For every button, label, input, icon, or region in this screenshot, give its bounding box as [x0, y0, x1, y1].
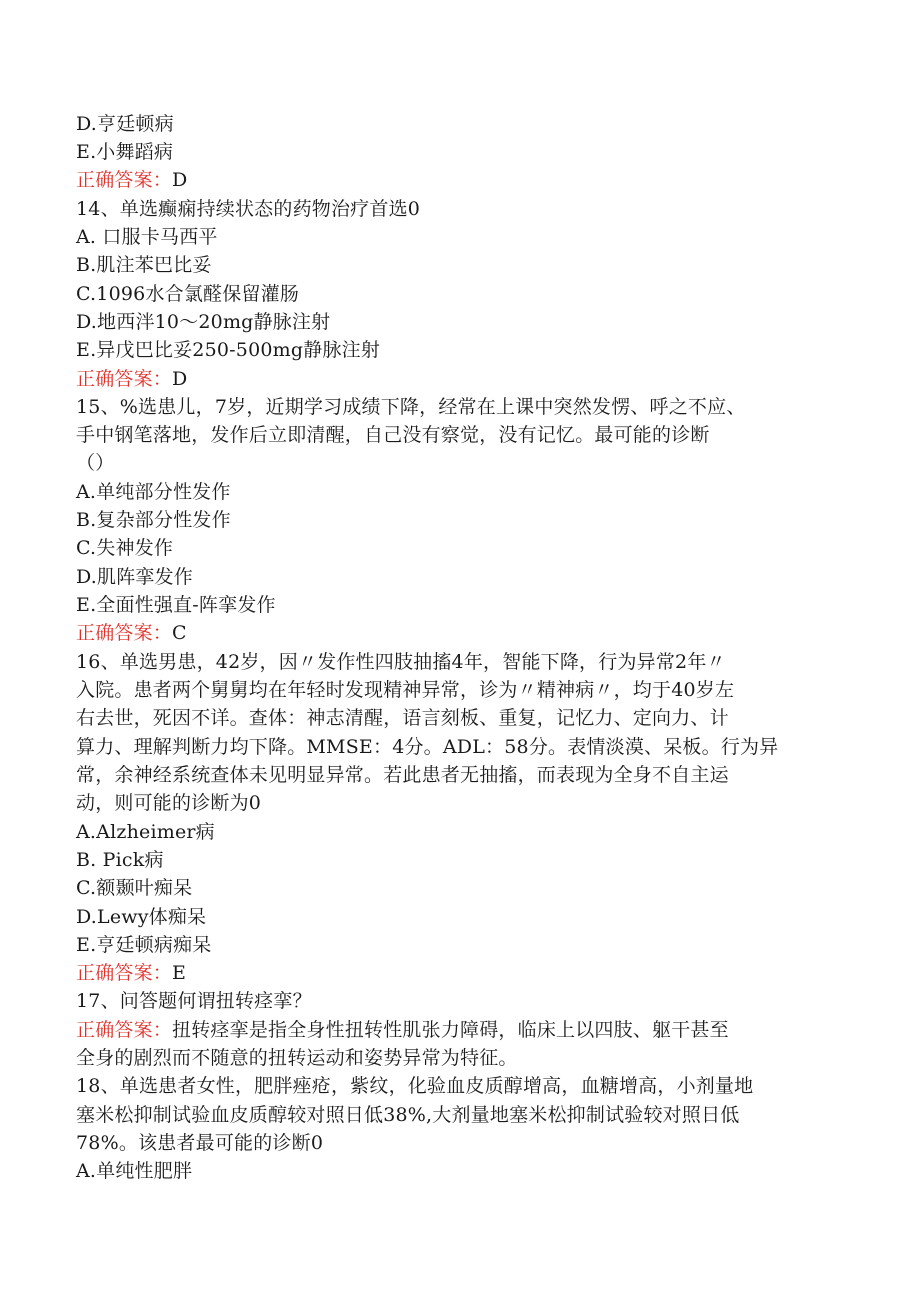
answer-label: 正确答案： — [76, 169, 173, 191]
answer-label: 正确答案： — [76, 368, 173, 390]
option-line: A.单纯性肥胖 — [76, 1160, 193, 1182]
option-line: D.亨廷顿病 — [76, 113, 174, 135]
question-line: 右去世，死因不详。查体：神志清醒，语言刻板、重复，记忆力、定向力、计 — [76, 707, 729, 729]
option-line: D.肌阵挛发作 — [76, 566, 193, 588]
question-line: 16、单选男患，42岁，因〃发作性四肢抽搐4年，智能下降，行为异常2年〃 — [76, 651, 726, 673]
question-line: 14、单选癫痫持续状态的药物治疗首选0 — [76, 198, 421, 220]
answer-line — [76, 619, 846, 647]
question-line: 塞米松抑制试验血皮质醇较对照日低38%,大剂量地塞米松抑制试验较对照日低 — [76, 1104, 740, 1126]
answer-line — [76, 1016, 846, 1044]
question-line: 入院。患者两个舅舅均在年轻时发现精神异常，诊为〃精神病〃，均于40岁左 — [76, 679, 735, 701]
question-line: 算力、理解判断力均下降。MMSE：4分。ADL：58分。表情淡漠、呆板。行为异 — [76, 736, 779, 758]
answer-line — [76, 365, 846, 393]
question-line: 动，则可能的诊断为0 — [76, 792, 262, 814]
option-line: E.全面性强直-阵挛发作 — [76, 594, 276, 616]
option-line: E.亨廷顿病痴呆 — [76, 934, 212, 956]
option-line: B. Pick病 — [76, 849, 164, 871]
question-line: 78%。该患者最可能的诊断0 — [76, 1132, 324, 1154]
answer-label: 正确答案： — [76, 622, 173, 644]
option-line: D.Lewy体痴呆 — [76, 906, 207, 928]
question-line: 手中钢笔落地，发作后立即清醒，自己没有察觉，没有记忆。最可能的诊断 — [76, 424, 710, 446]
answer-value: D — [172, 368, 188, 390]
option-line: A.Alzheimer病 — [76, 821, 215, 843]
option-line: B.肌注苯巴比妥 — [76, 254, 212, 276]
answer-value: D — [172, 169, 188, 191]
option-line: B.复杂部分性发作 — [76, 509, 231, 531]
question-line: 17、问答题何谓扭转痉挛？ — [76, 990, 312, 1012]
question-line: 15、%选患儿，7岁，近期学习成绩下降，经常在上课中突然发愣、呼之不应、 — [76, 396, 746, 418]
option-line: A.单纯部分性发作 — [76, 481, 231, 503]
option-line: C.失神发作 — [76, 537, 174, 559]
answer-label: 正确答案： — [76, 962, 173, 984]
question-line: 常，余神经系统查体未见明显异常。若此患者无抽搐，而表现为全身不自主运 — [76, 764, 729, 786]
answer-line — [76, 166, 846, 194]
option-line: C.额颞叶痴呆 — [76, 877, 193, 899]
answer-value: C — [172, 622, 187, 644]
answer-value: 扭转痉挛是指全身性扭转性肌张力障碍，临床上以四肢、躯干甚至 — [172, 1019, 729, 1041]
answer-value: E — [172, 962, 187, 984]
option-line: E.小舞蹈病 — [76, 141, 174, 163]
answer-continuation-line: 全身的剧烈而不随意的扭转运动和姿势异常为特征。 — [76, 1047, 518, 1069]
option-line: C.1096水合氯醛保留灌肠 — [76, 283, 300, 305]
option-line: D.地西泮10～20mg静脉注射 — [76, 311, 331, 333]
answer-line — [76, 959, 846, 987]
answer-label: 正确答案： — [76, 1019, 173, 1041]
option-line: A. 口服卡马西平 — [76, 226, 218, 248]
question-line: 18、单选患者女性，肥胖痤疮，紫纹，化验血皮质醇增高，血糖增高，小剂量地 — [76, 1075, 754, 1097]
option-line: E.异戊巴比妥250-500mg静脉注射 — [76, 339, 381, 361]
question-line: （） — [76, 452, 115, 474]
